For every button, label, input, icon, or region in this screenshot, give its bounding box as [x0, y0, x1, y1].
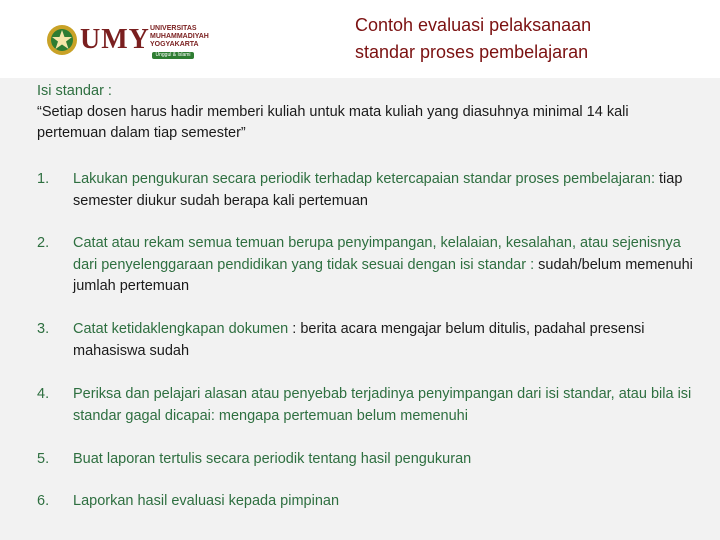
standard-intro: [37, 81, 697, 144]
list-item-extra-text: tiap semester diukur sudah berapa kali pertemuan: [73, 171, 683, 209]
slide-title-line-2: standar proses pembelajaran: [355, 42, 589, 62]
standard-label: Isi standar :: [37, 83, 112, 99]
list-item-number: 2.: [37, 235, 50, 251]
umy-emblem-icon: [46, 24, 78, 56]
list-item-text: [73, 449, 693, 471]
list-item-main-text: Catat atau rekam semua temuan berupa penyimpangan, kelalaian, kesalahan, atau sejenisnya dari penyelenggaraan pendidikan yang tidak sesuai dengan isi standar :: [73, 235, 681, 273]
list-item-number: 1.: [37, 171, 50, 187]
list-item-extra-text: : berita acara mengajar belum ditulis, padahal presensi mahasiswa sudah: [73, 321, 645, 359]
slide-header: [0, 0, 720, 80]
list-item-main-text: Lakukan pengukuran secara periodik terhadap ketercapaian standar proses pembelajaran:: [73, 171, 655, 187]
list-item-number: 3.: [37, 321, 50, 337]
list-item-text: [73, 491, 693, 513]
list-item-main-text: Laporkan hasil evaluasi kepada pimpinan: [73, 493, 340, 509]
slide-content: [0, 78, 720, 540]
logo-line-2: MUHAMMADIYAH: [150, 33, 209, 40]
umy-logo: [46, 22, 221, 62]
list-item-main-text: Periksa dan pelajari alasan atau penyebab terjadinya penyimpangan dari isi standar, atau bila isi standar gagal dicapai: mengapa pertemuan belum memenuhi: [73, 386, 692, 424]
list-item-number: 4.: [37, 386, 50, 402]
list-item-text: [73, 169, 693, 212]
list-item-main-text: Buat laporan tertulis secara periodik tentang hasil pengukuran: [73, 451, 472, 467]
logo-university-name: [150, 25, 209, 49]
standard-quote: “Setiap dosen harus hadir memberi kuliah untuk mata kuliah yang diasuhnya minimal 14 kali pertemuan dalam tiap semester”: [37, 104, 629, 141]
list-item-text: [73, 319, 693, 362]
logo-brand-text: UMY: [80, 24, 150, 55]
logo-line-3: YOGYAKARTA: [150, 41, 199, 48]
logo-line-1: UNIVERSITAS: [150, 25, 197, 32]
list-item-main-text: Catat ketidaklengkapan dokumen: [73, 321, 289, 337]
list-item-extra-text: sudah/belum memenuhi jumlah pertemuan: [73, 256, 693, 294]
list-item-text: [73, 233, 693, 298]
list-item-number: 5.: [37, 451, 50, 467]
logo-tagline: Unggul & Islami: [152, 52, 194, 59]
slide-title: [355, 12, 695, 66]
slide-title-line-1: Contoh evaluasi pelaksanaan: [355, 15, 592, 35]
list-item-text: [73, 384, 693, 427]
list-item-number: 6.: [37, 493, 50, 509]
